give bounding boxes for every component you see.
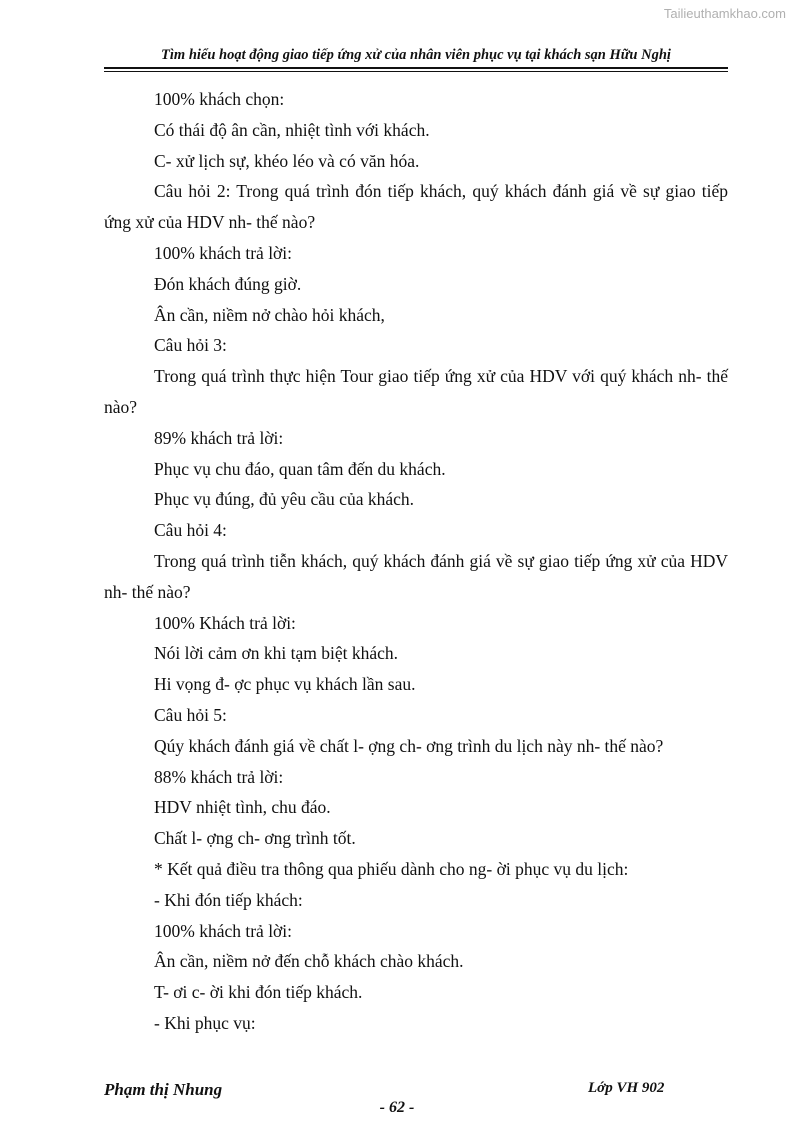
header-rule-thin xyxy=(104,71,728,72)
paragraph: Hi vọng đ- ợc phục vụ khách lần sau. xyxy=(154,674,416,695)
page-number: - 62 - xyxy=(379,1099,415,1116)
paragraph: Ân cần, niềm nở đến chỗ khách chào khách. xyxy=(154,951,464,972)
footer-author: Phạm thị Nhung xyxy=(104,1080,223,1099)
header-rule xyxy=(104,67,728,69)
paragraph: - Khi đón tiếp khách: xyxy=(154,889,303,910)
paragraph: Đón khách đúng giờ. xyxy=(154,273,302,294)
paragraph: 100% khách chọn: xyxy=(154,89,285,109)
paragraph: Có thái độ ân cần, nhiệt tình với khách. xyxy=(154,119,430,140)
watermark: Tailieuthamkhao.com xyxy=(663,6,786,21)
paragraph: Chất l- ợng ch- ơng trình tốt. xyxy=(154,828,356,849)
paragraph: 88% khách trả lời: xyxy=(154,766,284,787)
paragraph: Ân cần, niềm nở chào hỏi khách, xyxy=(154,304,385,325)
paragraph: Qúy khách đánh giá về chất l- ợng ch- ơng trình du lịch này nh- thế nào? xyxy=(154,735,664,756)
paragraph: 89% khách trả lời: xyxy=(154,427,284,448)
paragraph: Câu hỏi 5: xyxy=(154,704,227,725)
running-header: Tìm hiểu hoạt động giao tiếp ứng xử của nhân viên phục vụ tại khách sạn Hữu Nghị xyxy=(161,47,671,63)
paragraph: Phục vụ đúng, đủ yêu cầu của khách. xyxy=(154,489,414,510)
paragraph: 100% khách trả lời: xyxy=(154,242,293,263)
paragraph: Câu hỏi 4: xyxy=(154,520,227,541)
paragraph: C- xử lịch sự, khéo léo và có văn hóa. xyxy=(154,150,420,171)
paragraph: Phục vụ chu đáo, quan tâm đến du khách. xyxy=(154,458,446,479)
paragraph: T- ơi c- ời khi đón tiếp khách. xyxy=(154,982,363,1003)
paragraph: Câu hỏi 3: xyxy=(154,335,227,356)
footer-class: Lớp VH 902 xyxy=(588,1080,665,1096)
paragraph: - Khi phục vụ: xyxy=(154,1012,256,1033)
paragraph: 100% Khách trả lời: xyxy=(154,612,296,633)
paragraph: 100% khách trả lời: xyxy=(154,920,293,941)
paragraph: * Kết quả điều tra thông qua phiếu dành cho ng- ời phục vụ du lịch: xyxy=(154,858,629,879)
document-body xyxy=(104,84,728,1039)
paragraph: Trong quá trình tiễn khách, quý khách đánh giá về sự giao tiếp ứng xử của HDV nh- thế nào? xyxy=(104,550,728,602)
paragraph: Câu hỏi 2: Trong quá trình đón tiếp khách, quý khách đánh giá về sự giao tiếp ứng xử của HDV nh- thế nào? xyxy=(104,181,728,233)
paragraph: Nói lời cảm ơn khi tạm biệt khách. xyxy=(154,643,399,664)
paragraph: Trong quá trình thực hiện Tour giao tiếp ứng xử của HDV với quý khách nh- thế nào? xyxy=(104,366,728,417)
paragraph: HDV nhiệt tình, chu đáo. xyxy=(154,797,331,818)
